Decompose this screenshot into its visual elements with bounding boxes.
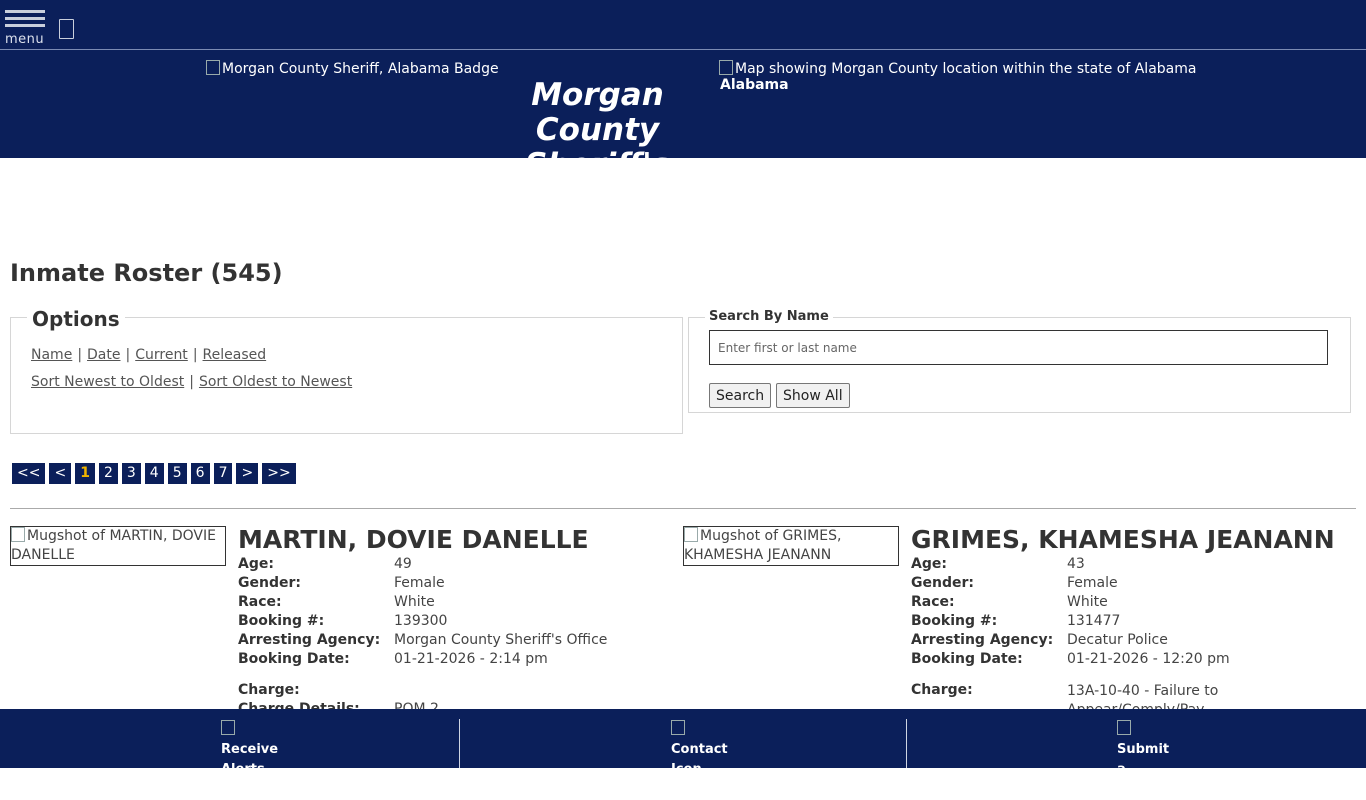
agency-value: Morgan County Sheriff's Office [394, 632, 608, 648]
county-map-image: Map showing Morgan County location within the state of Alabama [719, 60, 1196, 77]
booking-date-label: Booking Date: [911, 651, 1023, 667]
state-label: Alabama [720, 77, 789, 93]
sheriff-badge-image: Morgan County Sheriff, Alabama Badge [206, 60, 499, 77]
age-label: Age: [911, 556, 947, 572]
filter-date-link[interactable]: Date [87, 347, 121, 363]
page-first[interactable]: << [12, 463, 45, 484]
booking-number-value: 139300 [394, 613, 448, 629]
search-button[interactable]: Search [709, 383, 771, 408]
bottom-divider [906, 719, 907, 768]
pagination [12, 463, 296, 484]
page-6[interactable]: 6 [191, 463, 210, 484]
inmate-name[interactable]: MARTIN, DOVIE DANELLE [238, 525, 589, 554]
contact-button[interactable]: Contact Icon [671, 720, 701, 768]
missing-glyph-icon[interactable] [59, 19, 74, 39]
submit-tip-button[interactable]: Submit a Tip [1117, 720, 1147, 768]
page-prev[interactable]: < [49, 463, 71, 484]
agency-label: Arresting Agency: [911, 632, 1054, 648]
broken-image-icon [719, 60, 733, 75]
top-nav-bar [0, 0, 1366, 50]
contact-icon [671, 720, 685, 735]
page-next[interactable]: > [236, 463, 258, 484]
age-label: Age: [238, 556, 274, 572]
booking-date-value: 01-21-2026 - 12:20 pm [1067, 651, 1230, 667]
age-value: 49 [394, 556, 412, 572]
page-1[interactable]: 1 [75, 463, 95, 484]
filter-current-link[interactable]: Current [135, 347, 188, 363]
page-4[interactable]: 4 [145, 463, 164, 484]
bottom-divider [459, 719, 460, 768]
page-title: Inmate Roster (545) [10, 259, 283, 287]
charge-label: Charge: [238, 682, 300, 698]
tip-icon [1117, 720, 1131, 735]
broken-image-icon [11, 527, 25, 542]
gender-label: Gender: [238, 575, 301, 591]
filter-released-link[interactable]: Released [202, 347, 267, 363]
search-name-input[interactable] [709, 330, 1328, 365]
race-value: White [1067, 594, 1108, 610]
age-value: 43 [1067, 556, 1085, 572]
page-7[interactable]: 7 [214, 463, 233, 484]
alert-icon [221, 720, 235, 735]
page-3[interactable]: 3 [122, 463, 141, 484]
filter-links: Name | Date | Current | Released [31, 347, 267, 363]
sort-newest-link[interactable]: Sort Newest to Oldest [31, 374, 185, 390]
menu-label: menu [5, 32, 45, 47]
page-5[interactable]: 5 [168, 463, 187, 484]
options-legend: Options [27, 307, 125, 331]
search-legend: Search By Name [705, 309, 833, 324]
inmate-mugshot[interactable]: Mugshot of GRIMES, KHAMESHA JEANANN [683, 526, 899, 566]
hamburger-icon [5, 10, 45, 13]
page-2[interactable]: 2 [99, 463, 118, 484]
gender-label: Gender: [911, 575, 974, 591]
inmate-name[interactable]: GRIMES, KHAMESHA JEANANN [911, 525, 1335, 554]
race-value: White [394, 594, 435, 610]
sort-links: Sort Newest to Oldest | Sort Oldest to Newest [31, 374, 353, 390]
booking-number-value: 131477 [1067, 613, 1121, 629]
sort-oldest-link[interactable]: Sort Oldest to Newest [198, 374, 353, 390]
booking-number-label: Booking #: [911, 613, 998, 629]
booking-date-value: 01-21-2026 - 2:14 pm [394, 651, 548, 667]
site-header [0, 50, 1366, 218]
gender-value: Female [394, 575, 445, 591]
agency-label: Arresting Agency: [238, 632, 381, 648]
bottom-action-bar [0, 709, 1366, 797]
race-label: Race: [911, 594, 955, 610]
broken-image-icon [684, 527, 698, 542]
menu-button[interactable] [5, 10, 47, 48]
booking-date-label: Booking Date: [238, 651, 350, 667]
agency-value: Decatur Police [1067, 632, 1168, 648]
charge-value: 13A-10-40 - Failure to [1067, 683, 1219, 699]
race-label: Race: [238, 594, 282, 610]
divider [10, 508, 1356, 509]
booking-number-label: Booking #: [238, 613, 325, 629]
gender-value: Female [1067, 575, 1118, 591]
broken-image-icon [206, 60, 220, 75]
show-all-button[interactable]: Show All [776, 383, 850, 408]
page-last[interactable]: >> [262, 463, 295, 484]
receive-alerts-button[interactable]: Receive Alerts [221, 720, 251, 768]
charge-label: Charge: [911, 682, 973, 698]
site-title[interactable]: Morgan County Sheriff's Office [524, 77, 671, 218]
inmate-mugshot[interactable]: Mugshot of MARTIN, DOVIE DANELLE [10, 526, 226, 566]
filter-name-link[interactable]: Name [31, 347, 73, 363]
